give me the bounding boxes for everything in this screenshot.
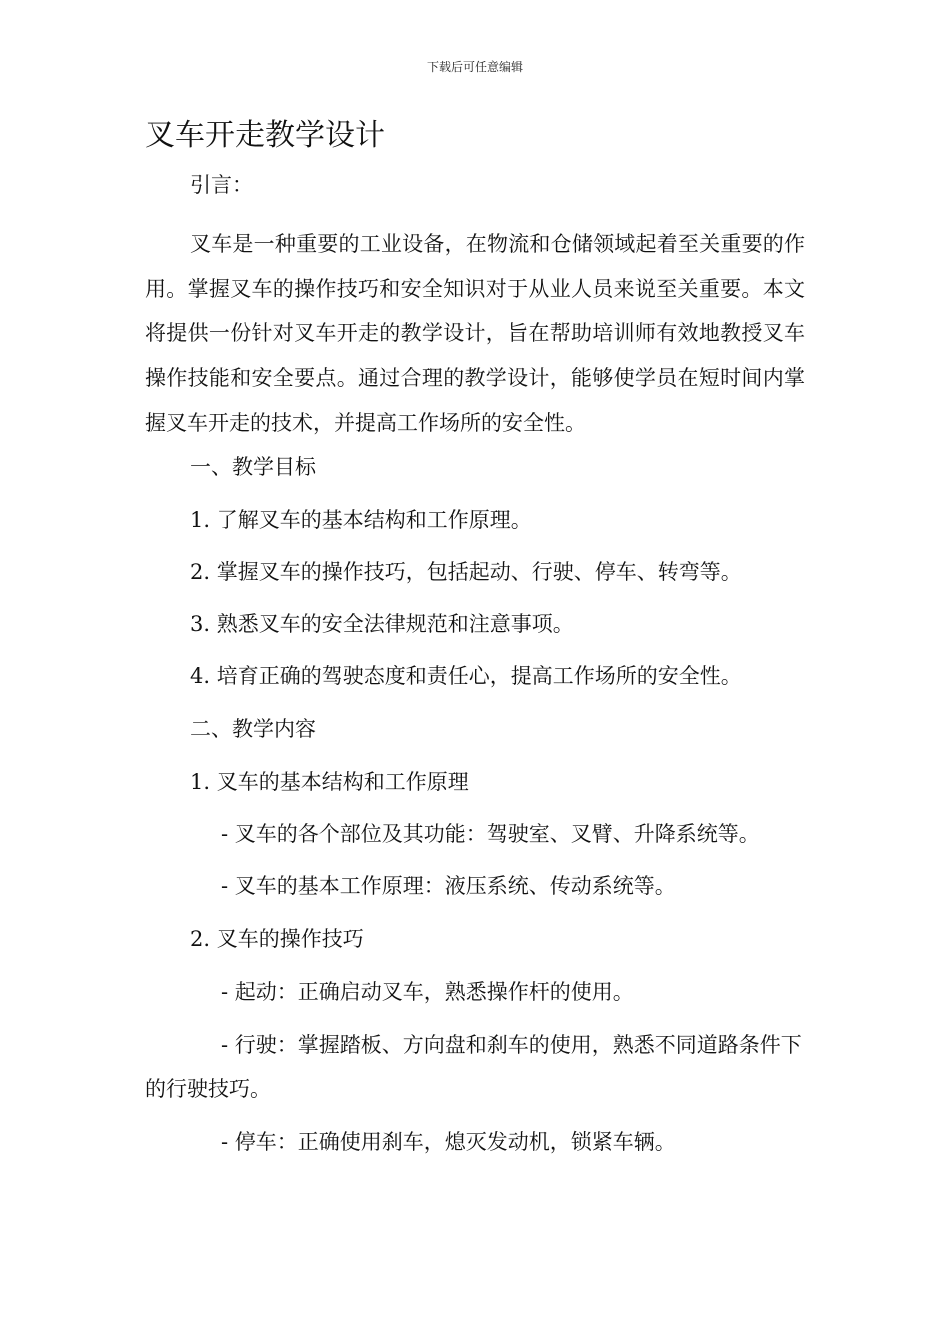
content-subheading-2: 2. 叉车的操作技巧 bbox=[190, 927, 364, 951]
content-point-start: - 起动：正确启动叉车，熟悉操作杆的使用。 bbox=[221, 980, 634, 1004]
content-point-principle: - 叉车的基本工作原理：液压系统、传动系统等。 bbox=[221, 874, 676, 898]
section-heading-objectives: 一、教学目标 bbox=[190, 455, 316, 479]
document-title: 叉车开走教学设计 bbox=[145, 118, 385, 153]
intro-label: 引言： bbox=[190, 173, 253, 197]
objective-item-2: 2. 掌握叉车的操作技巧，包括起动、行驶、停车、转弯等。 bbox=[190, 560, 742, 584]
objective-item-3: 3. 熟悉叉车的安全法律规范和注意事项。 bbox=[190, 612, 574, 636]
page-header-note: 下载后可任意编辑 bbox=[426, 60, 523, 74]
section-heading-content: 二、教学内容 bbox=[190, 717, 316, 741]
intro-paragraph: 叉车是一种重要的工业设备，在物流和仓储领域起着至关重要的作用。掌握叉车的操作技巧和安全知识对于从业人员来说至关重要。本文将提供一份针对叉车开走的教学设计，旨在帮助培训师有效地教授叉车操作技能和安全要点。通过合理的教学设计，能够使学员在短时间内掌握叉车开走的技术，并提高工作场所的安全性。 bbox=[145, 232, 805, 435]
content-point-driving: - 行驶：掌握踏板、方向盘和刹车的使用，熟悉不同道路条件下的行驶技巧。 bbox=[145, 1033, 802, 1101]
content-subheading-1: 1. 叉车的基本结构和工作原理 bbox=[190, 770, 469, 794]
objective-item-1: 1. 了解叉车的基本结构和工作原理。 bbox=[190, 508, 532, 532]
content-point-parking: - 停车：正确使用刹车，熄灭发动机，锁紧车辆。 bbox=[221, 1130, 676, 1154]
content-point-structure: - 叉车的各个部位及其功能：驾驶室、叉臂、升降系统等。 bbox=[221, 822, 760, 846]
objective-item-4: 4. 培育正确的驾驶态度和责任心，提高工作场所的安全性。 bbox=[190, 664, 742, 688]
